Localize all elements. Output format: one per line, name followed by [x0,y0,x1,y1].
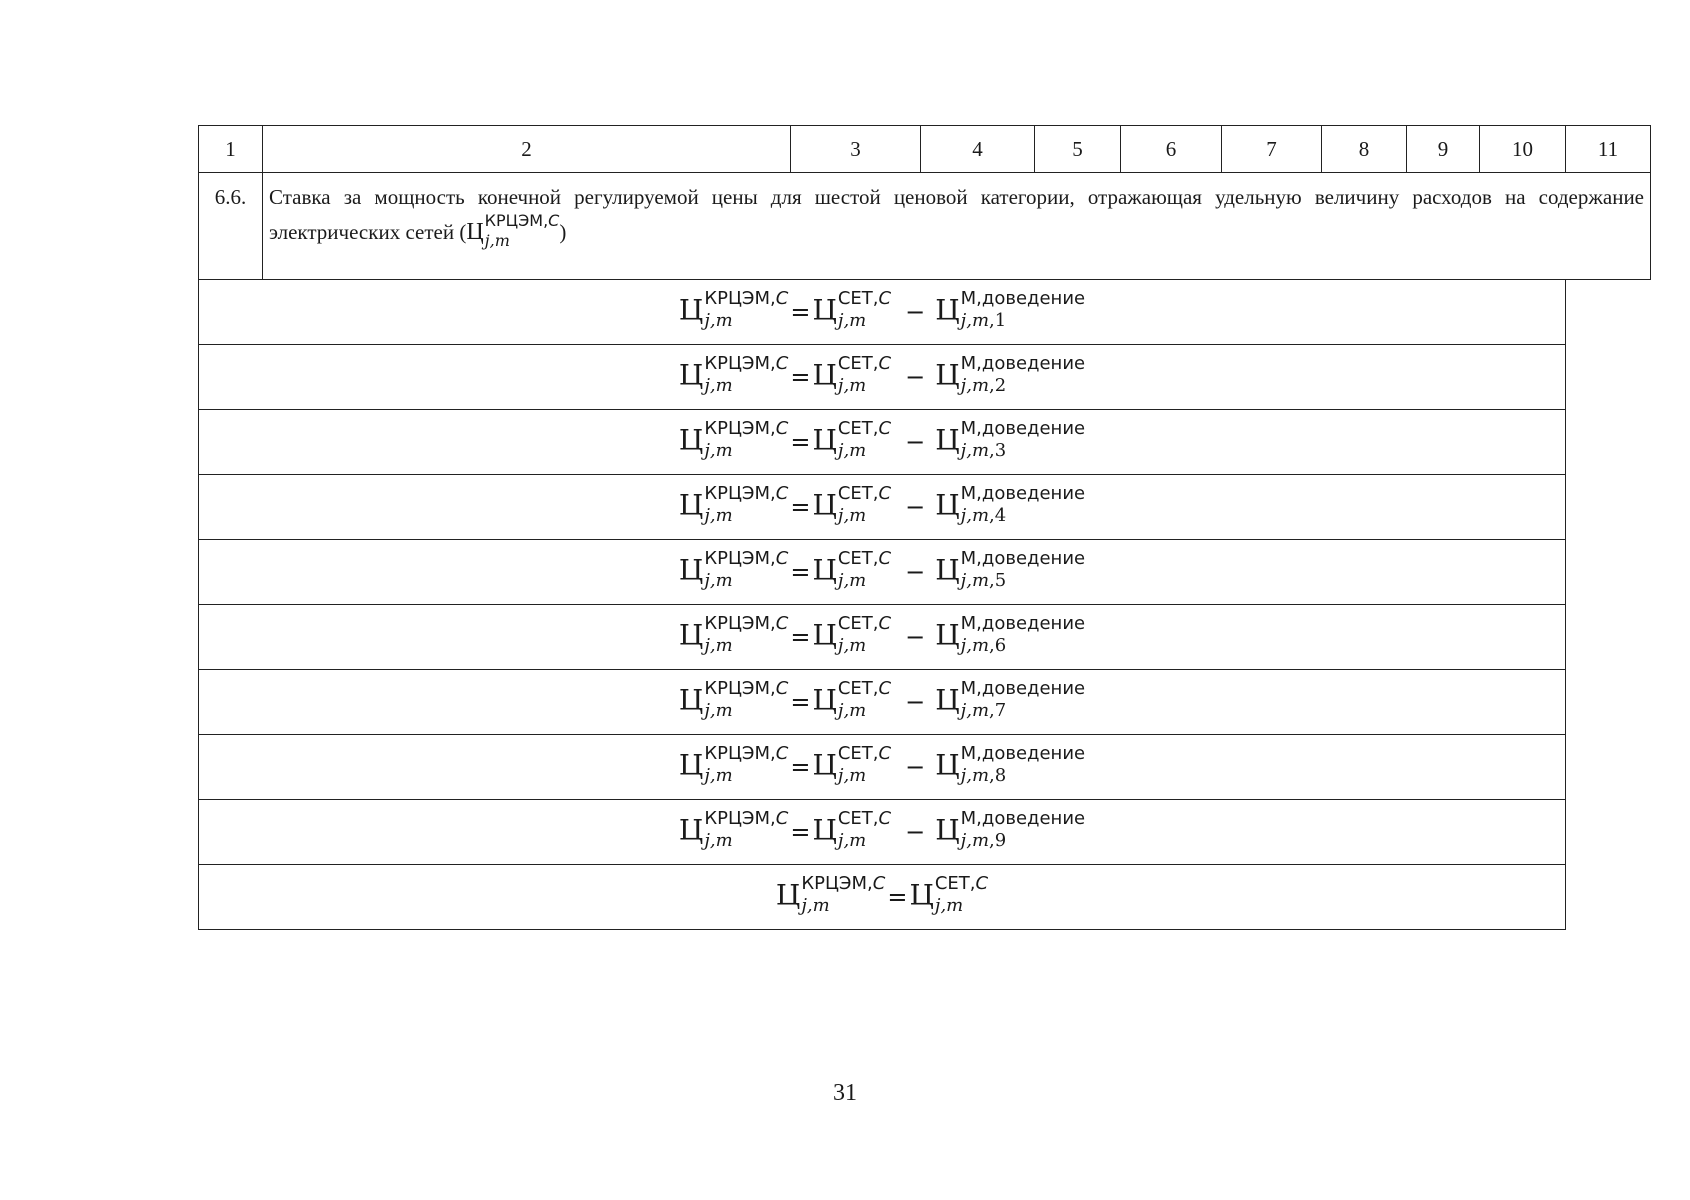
symbol-scripts [704,680,788,720]
symbol-base: Ц [812,293,837,327]
symbol-scripts [961,680,1085,720]
formula-row [199,540,1651,605]
formula-symbol [678,743,789,787]
subscript-jm: j,m [960,765,990,786]
subscript-jm: j,m [704,505,733,526]
symbol-scripts [961,355,1085,395]
symbol-sub [838,702,891,720]
formula-symbol [935,548,1086,592]
equals-sign: = [790,752,811,781]
minus-sign: − [905,817,926,846]
section-number: 6.6. [199,173,263,280]
subscript-jm: j,m [837,830,867,851]
formula [678,548,1086,592]
equals-sign: = [790,362,811,391]
formula-index: 1 [994,310,1007,331]
symbol-scripts [704,615,788,655]
formula-index: 6 [994,635,1007,656]
symbol-base: Ц [935,618,960,652]
symbol-sup: М,доведение [960,548,1086,569]
formula-symbol [812,483,892,527]
symbol-sup: КРЦЭМ, [704,613,776,634]
symbol-scripts [935,875,988,915]
equals-sign: = [790,297,811,326]
equals-sign: = [790,492,811,521]
column-header: 10 [1480,126,1566,173]
symbol-sub [704,767,788,785]
subscript-jm: j,m [801,895,830,916]
symbol-base: Ц [812,683,837,717]
formula-row [199,800,1651,865]
formula-row-final [199,865,1651,930]
formula-symbol [812,678,892,722]
symbol-sup: КРЦЭМ, [704,418,776,439]
formula-symbol [812,808,892,852]
symbol-sub [838,637,891,655]
symbol-sub [838,442,891,460]
symbol-base: Ц [935,683,960,717]
formula-symbol [678,613,789,657]
subscript-jm: j,m [960,440,990,461]
symbol-sup: М,доведение [960,613,1086,634]
symbol-base: Ц [678,358,704,392]
symbol-sup-italic: C [878,483,892,504]
formula-row [199,475,1651,540]
formula-row [199,670,1651,735]
symbol-sub [838,767,891,785]
column-header: 1 [199,126,263,173]
symbol-sup-italic: C [775,353,789,374]
symbol-base: Ц [678,748,704,782]
symbol-sup-italic: C [878,808,892,829]
symbol-sup-italic: C [878,678,892,699]
symbol-base: Ц [812,358,837,392]
symbol-scripts [704,420,788,460]
symbol-sup: М,доведение [960,353,1086,374]
formula-cell [199,475,1566,540]
symbol-sub [838,377,891,395]
page-number: 31 [833,1080,857,1106]
formula-cell [199,670,1566,735]
symbol-sub [704,312,788,330]
formula-symbol [678,678,789,722]
subscript-jm: j,m [960,505,990,526]
symbol-sup-italic: C [775,613,789,634]
symbol-base: Ц [678,683,704,717]
symbol-sub [838,507,891,525]
symbol-base: Ц [812,488,837,522]
symbol-scripts [704,290,788,330]
symbol-scripts [838,290,891,330]
symbol-sup: СЕТ, [837,548,879,569]
symbol-sup-italic: C [775,678,789,699]
column-header: 8 [1322,126,1407,173]
formula-symbol [812,743,892,787]
symbol-sup-italic: C [872,873,886,894]
formula-index: 2 [994,375,1007,396]
minus-sign: − [905,297,926,326]
symbol-sup: КРЦЭМ, [704,353,776,374]
symbol-base: Ц [678,488,704,522]
subscript-jm: j,m [837,375,867,396]
symbol-base: Ц [678,813,704,847]
symbol-base: Ц [678,618,704,652]
symbol-sup-italic: C [878,743,892,764]
formula-symbol [935,678,1086,722]
formula-cell [199,800,1566,865]
symbol-base: Ц [935,553,960,587]
symbol-sub [704,442,788,460]
formula-cell [199,410,1566,475]
symbol-scripts [961,810,1085,850]
symbol-base: Ц [812,423,837,457]
symbol-scripts [704,355,788,395]
symbol-sup: КРЦЭМ, [801,873,873,894]
formula-index: 5 [994,570,1007,591]
symbol-base: Ц [935,423,960,457]
formula-symbol [812,353,892,397]
column-number-row [199,126,1651,173]
symbol-sub [704,702,788,720]
symbol-sup-italic: C [775,808,789,829]
formula-row [199,735,1651,800]
section-description [263,173,1651,280]
formula [678,353,1086,397]
formula-symbol [678,483,789,527]
formula-symbol [678,418,789,462]
symbol-scripts [838,615,891,655]
subscript-jm: j,m [960,375,990,396]
symbol-sub: j,m,2 [960,375,1007,396]
subscript-jm: j,m [704,765,733,786]
symbol-sup: М,доведение [960,743,1086,764]
symbol-sup: КРЦЭМ, [704,288,776,309]
subscript-jm: j,m [960,700,990,721]
symbol-base: Ц [935,748,960,782]
subscript-jm: j,m [837,765,867,786]
symbol-scripts [961,615,1085,655]
formula [678,288,1086,332]
symbol-base: Ц [812,748,837,782]
formula-symbol [935,288,1086,332]
formula-symbol [775,873,886,917]
formula-cell [199,735,1566,800]
tariff-table [198,125,1651,930]
symbol-sub: j,m,9 [960,830,1007,851]
symbol-sup: СЕТ, [837,743,879,764]
symbol-scripts [961,745,1085,785]
formula-symbol [935,418,1086,462]
equals-sign: = [790,622,811,651]
symbol-scripts [485,213,560,249]
symbol-sup: М,доведение [960,418,1086,439]
symbol-sup-italic: C [878,613,892,634]
symbol-sup-italic: C [775,288,789,309]
formula-row [199,280,1651,345]
symbol-sup: КРЦЭМ, [704,808,776,829]
minus-sign: − [905,687,926,716]
formula-index: 8 [994,765,1007,786]
subscript-jm: j,m [704,635,733,656]
symbol-scripts [838,810,891,850]
formula-symbol [909,873,989,917]
formula-symbol [812,418,892,462]
symbol-base: Ц [935,358,960,392]
symbol-sub: j,m,4 [960,505,1007,526]
symbol-scripts [838,680,891,720]
column-header: 2 [263,126,791,173]
subscript-jm: j,m [960,830,990,851]
symbol-sup-italic: C [975,873,989,894]
minus-sign: − [905,362,926,391]
column-header: 3 [791,126,921,173]
column-header: 6 [1121,126,1222,173]
symbol-base: Ц [935,813,960,847]
symbol-scripts [961,550,1085,590]
symbol-scripts [838,355,891,395]
symbol-scripts [961,420,1085,460]
symbol-sup-italic: C [775,743,789,764]
symbol-base: Ц [678,423,704,457]
formula [678,808,1086,852]
description-close: ) [559,219,567,244]
subscript-jm: j,m [704,375,733,396]
subscript-jm: j,m [704,830,733,851]
symbol-sup: СЕТ, [837,808,879,829]
symbol-sub: j,m,7 [960,700,1007,721]
symbol-sub [704,637,788,655]
subscript-jm: j,m [837,310,867,331]
symbol-sub [704,832,788,850]
subscript-jm: j,m [837,440,867,461]
symbol-scripts [704,745,788,785]
formula-symbol [812,613,892,657]
symbol-sup: М,доведение [960,808,1086,829]
symbol-sup: М,доведение [960,483,1086,504]
subscript-jm: j,m [837,570,867,591]
minus-sign: − [905,492,926,521]
formula-index: 3 [994,440,1007,461]
column-header: 7 [1222,126,1322,173]
symbol-scripts [838,745,891,785]
formula-cell [199,280,1566,345]
symbol-base: Ц [812,813,837,847]
symbol-scripts [801,875,885,915]
formula-row [199,605,1651,670]
formula-index: 7 [994,700,1007,721]
formula-index: 4 [994,505,1007,526]
symbol-sub: j,m,1 [960,310,1007,331]
subscript-jm: j,m [960,570,990,591]
symbol-base: Ц [812,618,837,652]
formula-symbol [935,353,1086,397]
column-header: 11 [1566,126,1651,173]
symbol-base: Ц [466,218,484,245]
subscript-jm: j,m [704,310,733,331]
symbol-scripts [704,810,788,850]
subscript-jm: j,m [837,700,867,721]
symbol-sup: КРЦЭМ, [704,678,776,699]
symbol-scripts [838,550,891,590]
formula-symbol [935,743,1086,787]
formula [775,873,989,917]
symbol-base: Ц [935,293,960,327]
subscript-jm: j,m [934,895,964,916]
subscript-jm: j,m [704,700,733,721]
equals-sign: = [790,817,811,846]
minus-sign: − [905,622,926,651]
symbol-scripts [961,485,1085,525]
symbol-sub [704,507,788,525]
symbol-sup-italic: C [878,418,892,439]
inline-symbol [466,211,560,251]
symbol-base: Ц [935,488,960,522]
formula-cell [199,345,1566,410]
subscript-jm: j,m [704,570,733,591]
symbol-sup: КРЦЭМ, [704,548,776,569]
symbol-scripts [961,290,1085,330]
subscript-jm: j,m [837,635,867,656]
symbol-base: Ц [812,553,837,587]
formula-symbol [812,548,892,592]
formula-cell [199,865,1566,930]
symbol-base: Ц [775,878,801,912]
column-header: 9 [1407,126,1480,173]
column-header: 4 [921,126,1035,173]
equals-sign: = [887,882,908,911]
symbol-sup: КРЦЭМ, [704,483,776,504]
formula-cell [199,540,1566,605]
formula-symbol [935,483,1086,527]
symbol-sup: М,доведение [960,288,1086,309]
symbol-sub: j,m,6 [960,635,1007,656]
subscript-jm: j,m [960,310,990,331]
equals-sign: = [790,427,811,456]
symbol-sup-italic: C [878,548,892,569]
formula-symbol [678,353,789,397]
symbol-scripts [838,485,891,525]
subscript-jm: j,m [837,505,867,526]
formula [678,743,1086,787]
symbol-sup: СЕТ, [837,418,879,439]
symbol-sup-italic: C [878,353,892,374]
symbol-sup: М,доведение [960,678,1086,699]
symbol-sub: j,m,3 [960,440,1007,461]
symbol-sub [704,377,788,395]
formula [678,613,1086,657]
symbol-scripts [704,550,788,590]
symbol-sub [838,832,891,850]
equals-sign: = [790,557,811,586]
symbol-base: Ц [678,293,704,327]
symbol-sub [838,572,891,590]
formula-symbol [935,808,1086,852]
symbol-base: Ц [909,878,934,912]
symbol-sup: СЕТ, [837,678,879,699]
symbol-sup: КРЦЭМ, [484,211,549,231]
symbol-sub: j,m,8 [960,765,1007,786]
formula-symbol [678,808,789,852]
symbol-sup: КРЦЭМ, [704,743,776,764]
symbol-sup: СЕТ, [837,288,879,309]
symbol-sub: j,m,5 [960,570,1007,591]
symbol-sub [935,897,988,915]
equals-sign: = [790,687,811,716]
section-description-row [199,173,1651,280]
symbol-sup: СЕТ, [837,353,879,374]
symbol-sup-italic: C [775,418,789,439]
subscript-jm: j,m [960,635,990,656]
description-text: Ставка за мощность конечной регулируемой цены для шестой ценовой категории, отражающая удельную величину расходов на содержание электрических сетей ( [269,185,1644,244]
formula-symbol [812,288,892,332]
formula [678,678,1086,722]
minus-sign: − [905,557,926,586]
column-header: 5 [1035,126,1121,173]
symbol-sup-italic: C [878,288,892,309]
formula-symbol [678,548,789,592]
symbol-sup: СЕТ, [934,873,976,894]
symbol-sup: СЕТ, [837,483,879,504]
subscript-jm: j,m [704,440,733,461]
symbol-base: Ц [678,553,704,587]
minus-sign: − [905,427,926,456]
symbol-sup-italic: C [775,548,789,569]
formula-symbol [678,288,789,332]
symbol-scripts [838,420,891,460]
minus-sign: − [905,752,926,781]
formula [678,418,1086,462]
formula-row [199,345,1651,410]
symbol-sup: СЕТ, [837,613,879,634]
formula-row [199,410,1651,475]
formula [678,483,1086,527]
symbol-sub [838,312,891,330]
symbol-scripts [704,485,788,525]
symbol-sub [801,897,885,915]
symbol-sub: j,m [484,231,510,251]
symbol-sup-italic: C [775,483,789,504]
symbol-sup-italic: C [548,211,560,231]
formula-symbol [935,613,1086,657]
formula-cell [199,605,1566,670]
symbol-sub [704,572,788,590]
formula-index: 9 [994,830,1007,851]
